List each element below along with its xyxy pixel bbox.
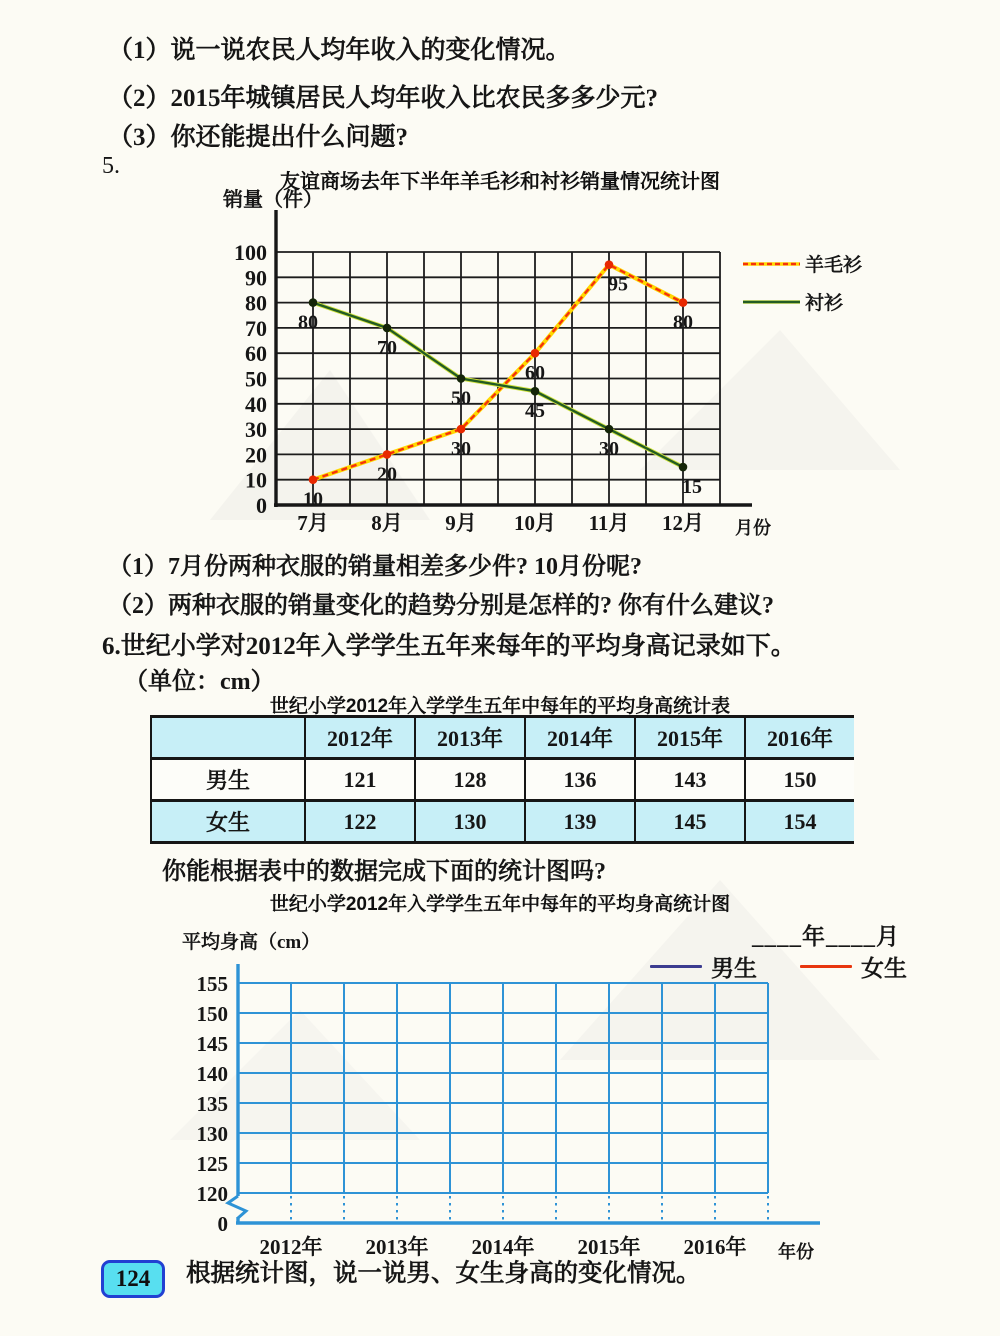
height-chart-legend <box>650 950 907 983</box>
problem6-prompt: 你能根据表中的数据完成下面的统计图吗? <box>162 859 606 885</box>
svg-text:2012年: 2012年 <box>259 1235 323 1259</box>
svg-text:0: 0 <box>217 1212 228 1236</box>
svg-text:130: 130 <box>196 1122 228 1146</box>
sales-chart-title: 友谊商场去年下半年羊毛衫和衬衫销量情况统计图 <box>280 171 720 193</box>
intro-question-3: （3）你还能提出什么问题? <box>108 124 409 151</box>
svg-text:平均身高（cm）: 平均身高（cm） <box>182 932 321 953</box>
girls-2015: 145 <box>635 801 745 843</box>
svg-text:0: 0 <box>256 493 267 518</box>
table-row-girls <box>151 801 854 843</box>
boys-2012: 121 <box>305 759 415 801</box>
svg-text:60: 60 <box>245 341 267 367</box>
table-header-row <box>151 717 854 759</box>
svg-text:9月: 9月 <box>445 511 477 535</box>
row-label-boys: 男生 <box>151 759 305 801</box>
svg-text:12月: 12月 <box>662 511 704 535</box>
svg-text:95: 95 <box>608 273 628 296</box>
page-number: 124 <box>115 1266 151 1291</box>
legend-line-girls <box>800 965 852 968</box>
girls-2014: 139 <box>525 801 635 843</box>
page-number-badge <box>101 1260 165 1298</box>
legend-line-boys <box>650 965 702 968</box>
header-cell-2015: 2015年 <box>635 717 745 759</box>
svg-text:11月: 11月 <box>588 511 630 535</box>
svg-text:155: 155 <box>196 972 228 996</box>
svg-text:月份: 月份 <box>735 518 771 538</box>
problem6-conclusion: 根据统计图，说一说男、女生身高的变化情况。 <box>186 1260 701 1287</box>
svg-text:120: 120 <box>196 1182 228 1206</box>
legend-label-boys: 男生 <box>711 956 757 981</box>
svg-text:10: 10 <box>245 467 267 493</box>
svg-text:2016年: 2016年 <box>683 1235 747 1259</box>
header-cell-2014: 2014年 <box>525 717 635 759</box>
svg-text:100: 100 <box>234 240 267 265</box>
header-cell-2016: 2016年 <box>745 717 854 759</box>
svg-text:7月: 7月 <box>297 511 329 535</box>
svg-text:2014年: 2014年 <box>471 1235 535 1259</box>
svg-text:80: 80 <box>673 311 693 334</box>
problem6-intro: 6.世纪小学对2012年入学学生五年来每年的平均身高记录如下。 <box>102 633 796 660</box>
problem5-number: 5. <box>102 153 120 179</box>
problem5-question-1: （1）7月份两种衣服的销量相差多少件? 10月份呢? <box>108 554 642 580</box>
intro-question-1: （1）说一说农民人均年收入的变化情况。 <box>108 37 571 64</box>
girls-2012: 122 <box>305 801 415 843</box>
svg-text:15: 15 <box>682 476 702 499</box>
svg-text:50: 50 <box>245 366 267 392</box>
svg-text:125: 125 <box>196 1152 228 1176</box>
svg-text:40: 40 <box>245 391 267 417</box>
header-cell-2013: 2013年 <box>415 717 525 759</box>
boys-2016: 150 <box>745 759 854 801</box>
height-table <box>150 715 854 844</box>
svg-text:10月: 10月 <box>514 511 556 535</box>
svg-text:80: 80 <box>245 290 267 316</box>
svg-text:140: 140 <box>196 1062 228 1086</box>
svg-text:羊毛衫: 羊毛衫 <box>805 255 863 276</box>
svg-text:年份: 年份 <box>778 1242 814 1262</box>
svg-text:销量（件）: 销量（件） <box>223 189 323 211</box>
svg-text:135: 135 <box>196 1092 228 1116</box>
svg-text:145: 145 <box>196 1032 228 1056</box>
svg-text:80: 80 <box>298 311 318 334</box>
problem6-unit-note: （单位：cm） <box>124 669 275 695</box>
svg-text:2013年: 2013年 <box>365 1235 429 1259</box>
svg-text:30: 30 <box>245 417 267 443</box>
svg-text:30: 30 <box>599 438 619 461</box>
svg-text:50: 50 <box>451 387 471 410</box>
svg-text:45: 45 <box>525 400 545 423</box>
girls-2013: 130 <box>415 801 525 843</box>
svg-text:20: 20 <box>245 442 267 468</box>
sales-line-chart <box>195 190 885 550</box>
svg-text:150: 150 <box>196 1002 228 1026</box>
svg-text:8月: 8月 <box>371 511 403 535</box>
svg-text:20: 20 <box>377 463 397 486</box>
svg-text:10: 10 <box>303 488 323 511</box>
height-table-title: 世纪小学2012年入学学生五年中每年的平均身高统计表 <box>269 696 731 717</box>
height-chart-title: 世纪小学2012年入学学生五年中每年的平均身高统计图 <box>269 894 731 915</box>
header-cell-blank <box>151 717 305 759</box>
svg-text:30: 30 <box>451 438 471 461</box>
legend-label-girls: 女生 <box>861 956 907 981</box>
girls-2016: 154 <box>745 801 854 843</box>
date-blank: ____年____月 <box>752 924 900 949</box>
svg-text:90: 90 <box>245 265 267 291</box>
svg-text:70: 70 <box>245 315 267 341</box>
boys-2013: 128 <box>415 759 525 801</box>
intro-question-2: （2）2015年城镇居民人均年收入比农民多多少元? <box>108 85 659 112</box>
header-cell-2012: 2012年 <box>305 717 415 759</box>
svg-text:60: 60 <box>525 362 545 385</box>
boys-2014: 136 <box>525 759 635 801</box>
table-row-boys <box>151 759 854 801</box>
boys-2015: 143 <box>635 759 745 801</box>
svg-text:2015年: 2015年 <box>577 1235 641 1259</box>
svg-text:70: 70 <box>377 336 397 359</box>
row-label-girls: 女生 <box>151 801 305 843</box>
svg-text:衬衫: 衬衫 <box>805 293 844 314</box>
problem5-question-2: （2）两种衣服的销量变化的趋势分别是怎样的? 你有什么建议? <box>108 593 774 619</box>
